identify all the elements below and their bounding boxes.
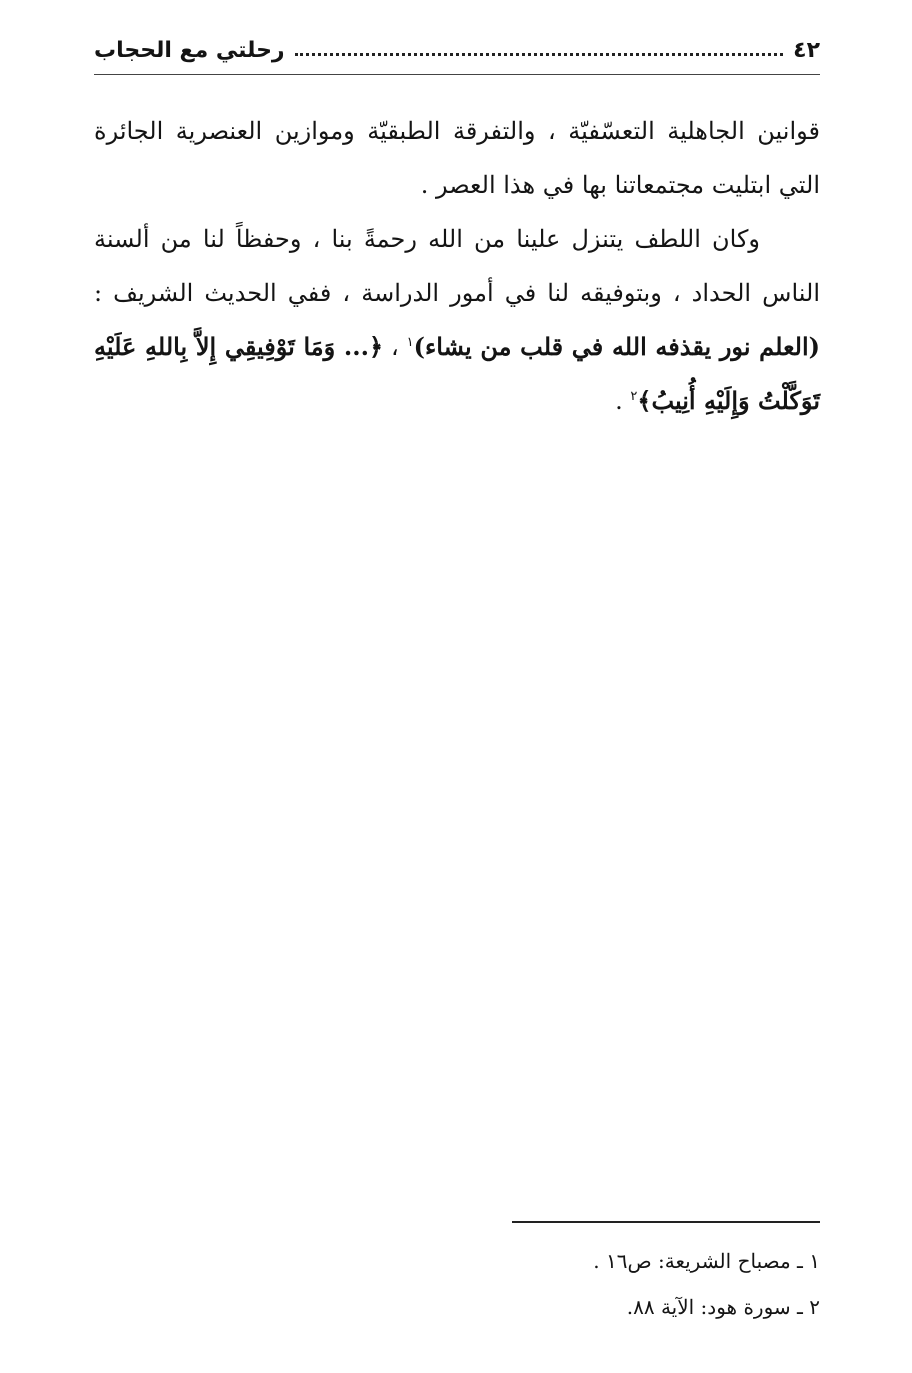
quran-verse: ﴿... وَمَا تَوْفِيقِي إِلاَّ بِاللهِ عَلَيْهِ تَوَكَّلْتُ وَإِلَيْهِ أُنِيبُ﴾ <box>94 332 820 415</box>
footnotes <box>94 1238 820 1330</box>
paragraph <box>94 212 820 428</box>
paragraph-text: وكان اللطف يتنزل علينا من الله رحمةً بنا ، وحفظاً لنا من ألسنة الناس الحداد ، وبتوفيقه لنا في أمور الدراسة ، ففي الحديث الشريف : <box>94 225 820 307</box>
end-mark: . <box>615 387 631 415</box>
footnote-ref: ١ <box>406 335 414 350</box>
hadith-quote: (العلم نور يقذفه الله في قلب من يشاء) <box>413 332 820 361</box>
header-divider <box>94 74 820 75</box>
running-title: رحلتي مع الحجاب <box>94 37 285 63</box>
footnote: ٢ ـ سورة هود: الآية ٨٨. <box>626 1295 820 1319</box>
footnote-ref: ٢ <box>630 389 638 404</box>
main-text <box>94 104 820 428</box>
running-header <box>94 30 820 70</box>
dot-leader <box>295 53 784 56</box>
separator: ، <box>383 333 407 361</box>
page-number: ٤٢ <box>793 37 820 63</box>
footnote: ١ ـ مصباح الشريعة: ص١٦ . <box>593 1249 820 1273</box>
footnote-divider <box>512 1221 820 1223</box>
paragraph: قوانين الجاهلية التعسّفيّة ، والتفرقة الطبقيّة وموازين العنصرية الجائرة التي ابتليت مجتمعاتنا بها في هذا العصر . <box>94 117 820 199</box>
